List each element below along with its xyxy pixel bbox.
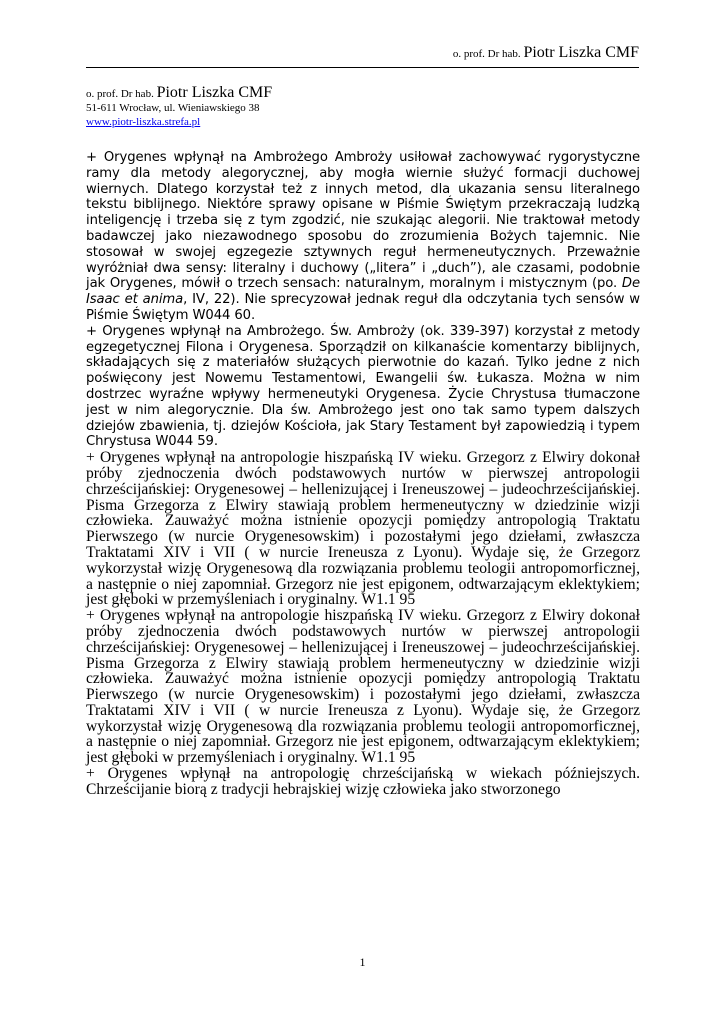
paragraph-3: + Orygenes wpłynął na antropologie hiszpańską IV wieku. Grzegorz z Elwiry dokonał próby zjednoczenia dwóch podstawowych nurtów w pierwszej antropologii chrześcijańskiej: Orygenesowej – hellenizującej i Ireneuszowej – judeochrześcijańskiej. Pisma Grzegorza z Elwiry stawiają problem hermeneutyczny w dziedzinie wizji człowieka. Zauważyć można istnienie opozycji pomiędzy antropologią Traktatu Pierwszego (w nurcie Orygenesowskim) i pozostałymi jego dziełami, zwłaszcza Traktatami XIV i VII ( w nurcie Ireneusza z Lyonu). Wydaje się, że Grzegorz wykorzystał wizję Orygenesową dla rozwiązania problemu teologii antropomorficznej, a następnie o niej zapomniał. Grzegorz nie jest epigonem, odtwarzającym eklektykiem; jest głęboki w przemyśleniach i oryginalny. W1.1 95 — [86, 449, 640, 609]
paragraph-1-text: + Orygenes wpłynął na Ambrożego Ambroży usiłował zachowywać rygorystyczne ramy dla metody alegorycznej, aby mogła wiernie służyć formacji duchowej wiernych. Dlatego korzystał też z innych metod, dla ukazania sensu literalnego tekstu biblijnego. Niektóre sprawy opisane w Piśmie Świętym przekraczają ludzką inteligencję i trzeba się z tym zgodzić, nie szukając alegorii. Nie traktował metody badawczej jako niezawodnego sposobu do zrozumienia Bożych tajemnic. Nie stosował w swojej egzegezie sztywnych reguł hermeneutycznych. Przeważnie wyróżniał dwa sensy: literalny i duchowy („litera” i „duch”), ale czasami, podobnie jak Orygenes, mówił o trzech sensach: naturalnym, moralnym i mistycznym (po. — [86, 150, 640, 292]
running-header — [453, 44, 639, 62]
main-text — [86, 150, 640, 798]
author-address: 51-611 Wrocław, ul. Wieniawskiego 38 — [86, 102, 260, 114]
header-divider — [86, 67, 639, 68]
running-header-prefix: o. prof. Dr hab. — [452, 48, 521, 60]
author-block — [86, 86, 272, 129]
paragraph-2: + Orygenes wpłynął na Ambrożego. Św. Ambroży (ok. 339-397) korzystał z metody egzegetycznej Filona i Orygenesa. Sporządził on kilkanaście komentarzy biblijnych, składających się z materiałów służących pierwotnie do kazań. Tylko jedne z nich poświęcony jest Nowemu Testamentowi, Ewangelii św. Łukasza. Można w nim dostrzec wyraźne wpływy hermeneutyki Orygenesa. Życie Chrystusa tłumaczone jest w nim alegorycznie. Dla św. Ambrożego jest ono tak samo typem dalszych dziejów zbawienia, tj. dziejów Kościoła, jak Stary Testament był zapowiedzią i typem Chrystusa W044 59. — [86, 323, 640, 450]
author-prefix: o. prof. Dr hab. — [86, 88, 154, 100]
author-website-link[interactable]: www.piotr-liszka.strefa.pl — [86, 116, 201, 128]
paragraph-4: + Orygenes wpłynął na antropologie hiszpańską IV wieku. Grzegorz z Elwiry dokonał próby zjednoczenia dwóch podstawowych nurtów w pierwszej antropologii chrześcijańskiej: Orygenesowej – hellenizującej i Ireneuszowej – judeochrześcijańskiej. Pisma Grzegorza z Elwiry stawiają problem hermeneutyczny w dziedzinie wizji człowieka. Zauważyć można istnienie opozycji pomiędzy antropologią Traktatu Pierwszego (w nurcie Orygenesowskim) i pozostałymi jego dziełami, zwłaszcza Traktatami XIV i VII ( w nurcie Ireneusza z Lyonu). Wydaje się, że Grzegorz wykorzystał wizję Orygenesową dla rozwiązania problemu teologii antropomorficznej, a następnie o niej zapomniał. Grzegorz nie jest epigonem, odtwarzającym eklektykiem; jest głęboki w przemyśleniach i oryginalny. W1.1 95 — [86, 607, 640, 767]
paragraph-1-text-end: , IV, 22). Nie sprecyzował jednak reguł dla odczytania tych sensów w Piśmie Świętym W044 60. — [86, 292, 640, 323]
paragraph-1-italic-title: De Isaac et anima — [86, 276, 640, 308]
paragraph-1 — [86, 150, 640, 324]
paragraph-5: + Orygenes wpłynął na antropologię chrześcijańską w wiekach późniejszych. Chrześcijanie biorą z tradycji hebrajskiej wizję człowieka jako stworzonego — [86, 765, 640, 798]
author-name-line — [86, 86, 272, 101]
running-header-name: Piotr Liszka CMF — [523, 44, 639, 61]
author-name: Piotr Liszka CMF — [156, 84, 273, 101]
page-number: 1 — [359, 955, 366, 969]
